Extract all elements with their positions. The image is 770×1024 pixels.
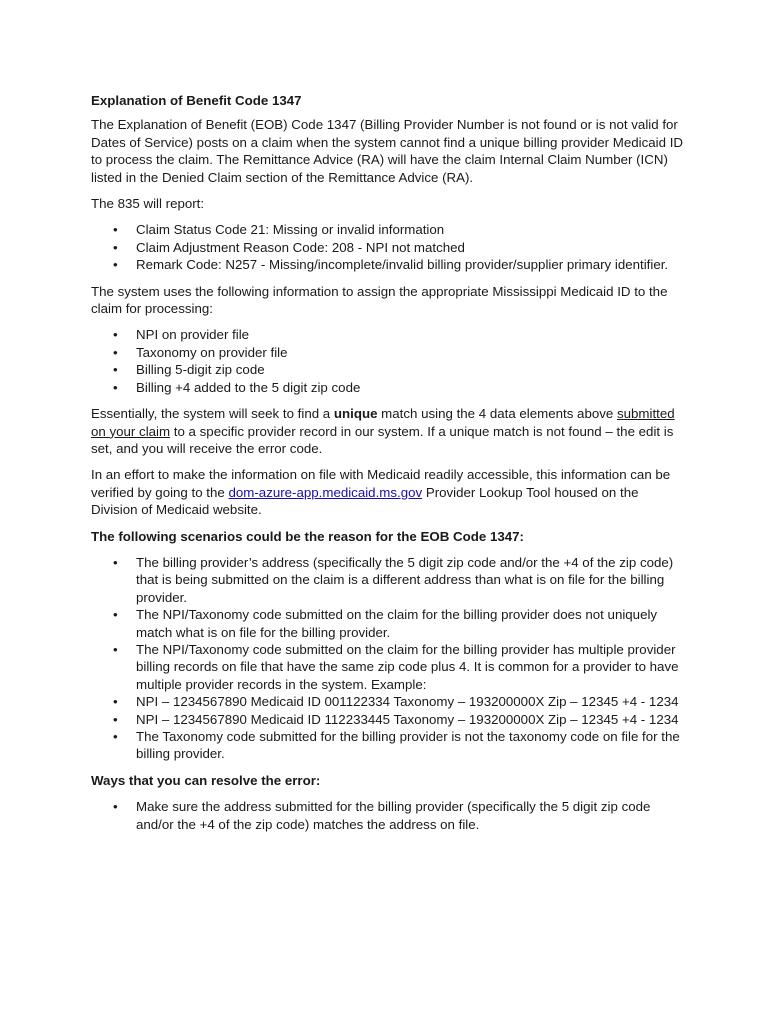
resolve-heading: Ways that you can resolve the error: xyxy=(91,772,321,788)
bullet-icon: • xyxy=(113,694,118,710)
scenario-list xyxy=(91,554,683,763)
bullet-icon: • xyxy=(113,711,118,727)
list-item: • Make sure the address submitted for the billing provider (specifically the 5 digit zip code and/or the +4 of the zip code) matches the address on file. xyxy=(113,799,651,832)
report-label: The 835 will report: xyxy=(91,196,205,212)
list-item: • Remark Code: N257 - Missing/incomplete/invalid billing provider/supplier primary identifier. xyxy=(113,257,669,273)
effort-paragraph: In an effort to make the information on file with Medicaid readily accessible, this information can be verified by going to the dom-azure-app.medicaid.ms.gov Provider Lookup Tool housed on the Division of Medicaid website. xyxy=(91,467,671,518)
underlined-phrase: submitted on your claim xyxy=(91,406,675,439)
emphasis-unique: unique xyxy=(333,406,378,422)
assign-paragraph: The system uses the following information to assign the appropriate Mississippi Medicaid ID to the claim for processing: xyxy=(91,283,668,317)
list-item: • The NPI/Taxonomy code submitted on the claim for the billing provider has multiple provider billing records on file that have the same zip code plus 4. It is common for a provider to have multiple provider records in the system. Example: xyxy=(113,641,679,692)
resolve-list xyxy=(91,798,683,833)
bullet-icon: • xyxy=(113,799,118,815)
list-item: • Billing +4 added to the 5 digit zip code xyxy=(113,379,361,395)
list-item: • Billing 5-digit zip code xyxy=(113,362,265,378)
list-item: • The NPI/Taxonomy code submitted on the claim for the billing provider does not uniquely match what is on file for the billing provider. xyxy=(113,607,658,640)
list-item: • NPI – 1234567890 Medicaid ID 001122334 Taxonomy – 193200000X Zip – 12345 +4 - 1234 xyxy=(113,694,679,710)
bullet-icon: • xyxy=(113,607,118,623)
list-item: • The billing provider’s address (specifically the 5 digit zip code and/or the +4 of the zip code) that is being submitted on the claim is a different address than what is on file for the billing provider. xyxy=(113,554,674,605)
list-item: • NPI – 1234567890 Medicaid ID 112233445 Taxonomy – 193200000X Zip – 12345 +4 - 1234 xyxy=(113,711,679,727)
list-item: • NPI on provider file xyxy=(113,327,250,343)
bullet-icon: • xyxy=(113,362,118,378)
bullet-icon: • xyxy=(113,222,118,238)
document-page xyxy=(91,92,683,842)
intro-paragraph: The Explanation of Benefit (EOB) Code 1347 (Billing Provider Number is not found or is not valid for Dates of Service) posts on a claim when the system cannot find a unique billing provider Medicaid ID to process the claim. The Remittance Advice (RA) will have the claim Internal Claim Number (ICN) listed in the Denied Claim section of the Remittance Advice (RA). xyxy=(91,117,684,185)
report-list xyxy=(91,221,683,273)
page-title: Explanation of Benefit Code 1347 xyxy=(91,93,302,108)
bullet-icon: • xyxy=(113,257,118,273)
medicaid-lookup-link[interactable]: dom-azure-app.medicaid.ms.gov xyxy=(228,484,423,500)
list-item: • Claim Adjustment Reason Code: 208 - NPI not matched xyxy=(113,239,465,255)
list-item: • The Taxonomy code submitted for the billing provider is not the taxonomy code on file for the billing provider. xyxy=(113,729,680,762)
scenarios-heading: The following scenarios could be the reason for the EOB Code 1347: xyxy=(91,528,524,544)
bullet-icon: • xyxy=(113,729,118,744)
bullet-icon: • xyxy=(113,379,118,395)
assign-list xyxy=(91,326,683,396)
list-item: • Claim Status Code 21: Missing or invalid information xyxy=(113,222,445,238)
bullet-icon: • xyxy=(113,344,118,360)
essentially-paragraph: Essentially, the system will seek to find a unique match using the 4 data elements above submitted on your claim to a specific provider record in our system. If a unique match is not found – the edit is set, and you will receive the error code. xyxy=(91,406,675,456)
bullet-icon: • xyxy=(113,641,118,657)
bullet-icon: • xyxy=(113,554,118,570)
bullet-icon: • xyxy=(113,327,118,343)
bullet-icon: • xyxy=(113,239,118,255)
list-item: • Taxonomy on provider file xyxy=(113,344,288,360)
